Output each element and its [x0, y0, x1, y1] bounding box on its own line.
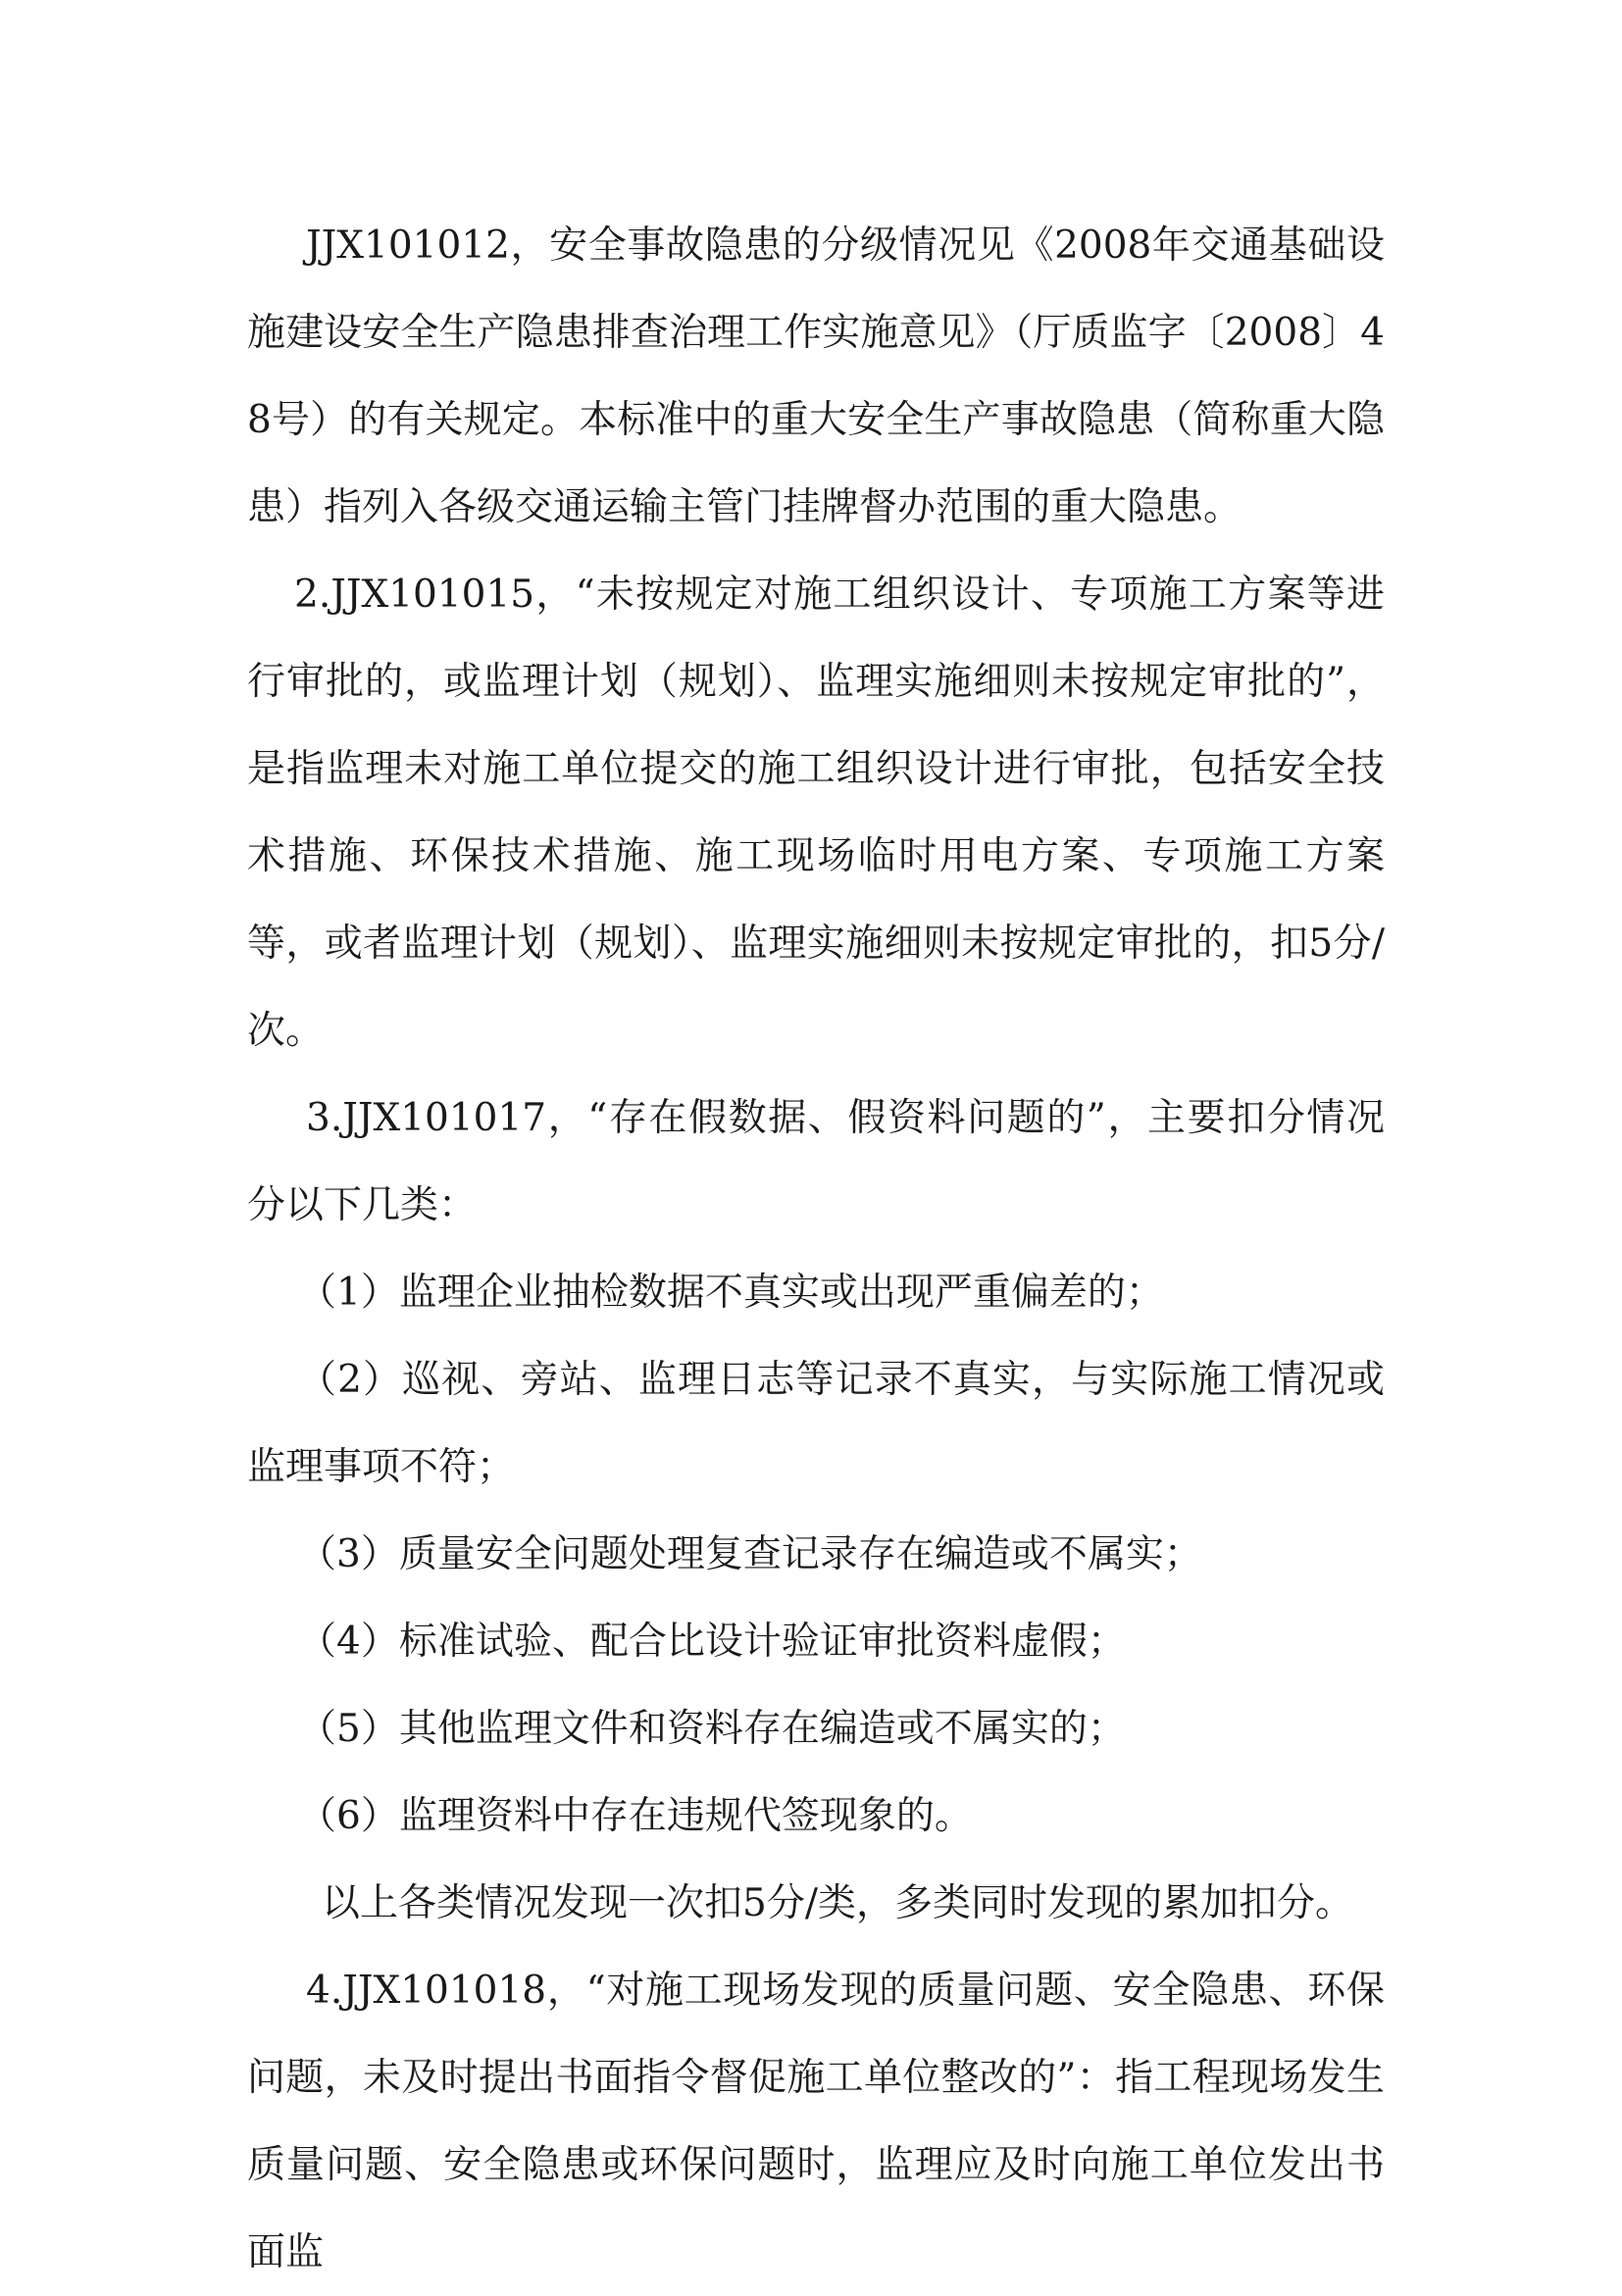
- list-item-6: （6）监理资料中存在违规代签现象的。: [298, 1794, 973, 1838]
- list-item-2: （2）巡视、旁站、监理日志等记录不真实，与实际施工情况或监理事项不符；: [247, 1358, 1385, 1489]
- paragraph-jjx101012: JJX101012，安全事故隐患的分级情况见《2008年交通基础设施建设安全生产隐患排查治理工作实施意见》（厅质监字〔2008〕48号）的有关规定。本标准中的重大安全生产事故隐患（简称重大隐患）指列入各级交通运输主管门挂牌督办范围的重大隐患。: [247, 224, 1385, 529]
- paragraph-jjx101018: 4.JJX101018，“对施工现场发现的质量问题、安全隐患、环保问题，未及时提出书面指令督促施工单位整改的”：指工程现场发生质量问题、安全隐患或环保问题时，监理应及时向施工单位发出书面监: [247, 1969, 1385, 2274]
- document-body: [247, 202, 1385, 2296]
- summary-paragraph: 以上各类情况发现一次扣5分/类，多类同时发现的累加扣分。: [322, 1881, 1353, 1925]
- list-item-5: （5）其他监理文件和资料存在编造或不属实的；: [298, 1707, 1126, 1751]
- paragraph-jjx101017: 3.JJX101017，“存在假数据、假资料问题的”，主要扣分情况分以下几类：: [247, 1096, 1385, 1227]
- list-item-4: （4）标准试验、配合比设计验证审批资料虚假；: [298, 1620, 1126, 1664]
- list-item-3: （3）质量安全问题处理复查记录存在编造或不属实；: [298, 1532, 1202, 1576]
- paragraph-jjx101015: 2.JJX101015，“未按规定对施工组织设计、专项施工方案等进行审批的，或监理计划（规划）、监理实施细则未按规定审批的”，是指监理未对施工单位提交的施工组织设计进行审批，包括安全技术措施、环保技术措施、施工现场临时用电方案、专项施工方案等，或者监理计划（规划）、监理实施细则未按规定审批的，扣5分/次。: [247, 573, 1385, 1053]
- list-item-1: （1）监理企业抽检数据不真实或出现严重偏差的；: [298, 1271, 1164, 1315]
